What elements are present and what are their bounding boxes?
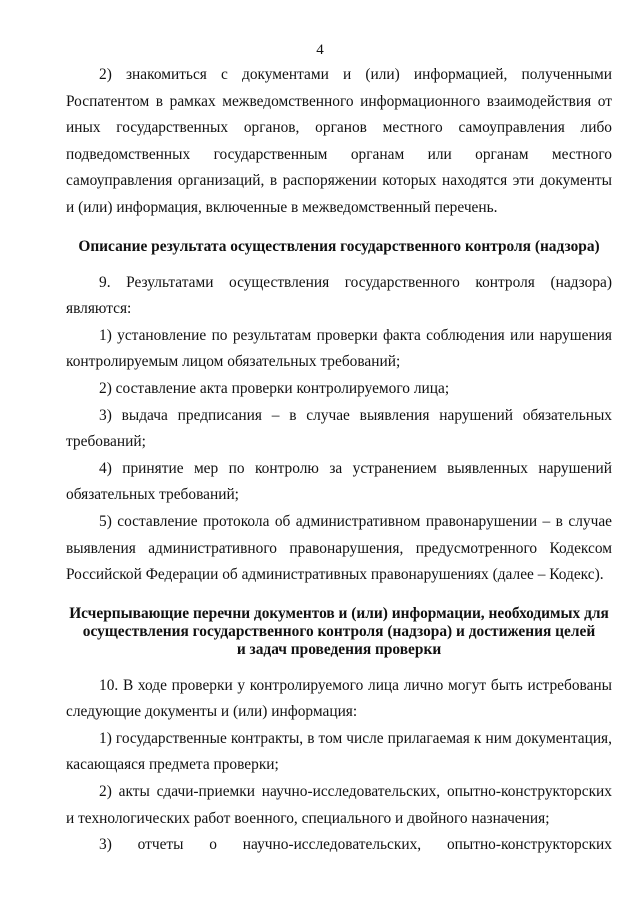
result-item-4: 4) принятие мер по контролю за устранением выявленных нарушений обязательных требований; [66, 459, 612, 504]
result-item-2: 2) составление акта проверки контролируемого лица; [99, 379, 450, 397]
result-item-5: 5) составление протокола об административном правонарушении – в случае выявления административного правонарушения, предусмотренного Кодексом Российской Федерации об административных правонарушениях (далее – Кодекс). [66, 512, 612, 584]
result-item-3: 3) выдача предписания – в случае выявления нарушений обязательных требований; [66, 406, 612, 451]
result-item-1: 1) установление по результатам проверки факта соблюдения или нарушения контролируемым лицом обязательных требований; [66, 326, 612, 371]
paragraph-10-intro: 10. В ходе проверки у контролируемого лица лично могут быть истребованы следующие документы и (или) информация: [66, 676, 612, 721]
document-item-2: 2) акты сдачи-приемки научно-исследовательских, опытно-конструкторских и технологических работ военного, специального и двойного назначения; [66, 783, 612, 827]
page-number: 4 [316, 42, 324, 58]
document-item-3: 3) отчеты о научно-исследовательских, опытно-конструкторских [99, 836, 612, 854]
heading-line-2: осуществления государственного контроля (надзора) и достижения целей [82, 622, 596, 640]
heading-line-3: и задач проведения проверки [236, 640, 442, 658]
section-heading-documents [66, 605, 612, 659]
paragraph-item-2: 2) знакомиться с документами и (или) информацией, полученными Роспатентом в рамках межведомственного информационного взаимодействия от иных государственных органов, органов местного самоуправления либо подведомственных государственным органам или органам местного самоуправления организаций, в распоряжении которых находятся эти документы и (или) информация, включенные в межведомственный перечень. [66, 66, 612, 216]
section-heading-results: Описание результата осуществления государственного контроля (надзора) [78, 237, 600, 255]
heading-line-1: Исчерпывающие перечни документов и (или) информации, необходимых для [69, 604, 609, 622]
paragraph-9-intro: 9. Результатами осуществления государственного контроля (надзора) являются: [66, 273, 612, 318]
page-content [66, 62, 612, 859]
document-item-1: 1) государственные контракты, в том числе прилагаемая к ним документация, касающаяся предмета проверки; [66, 729, 612, 774]
